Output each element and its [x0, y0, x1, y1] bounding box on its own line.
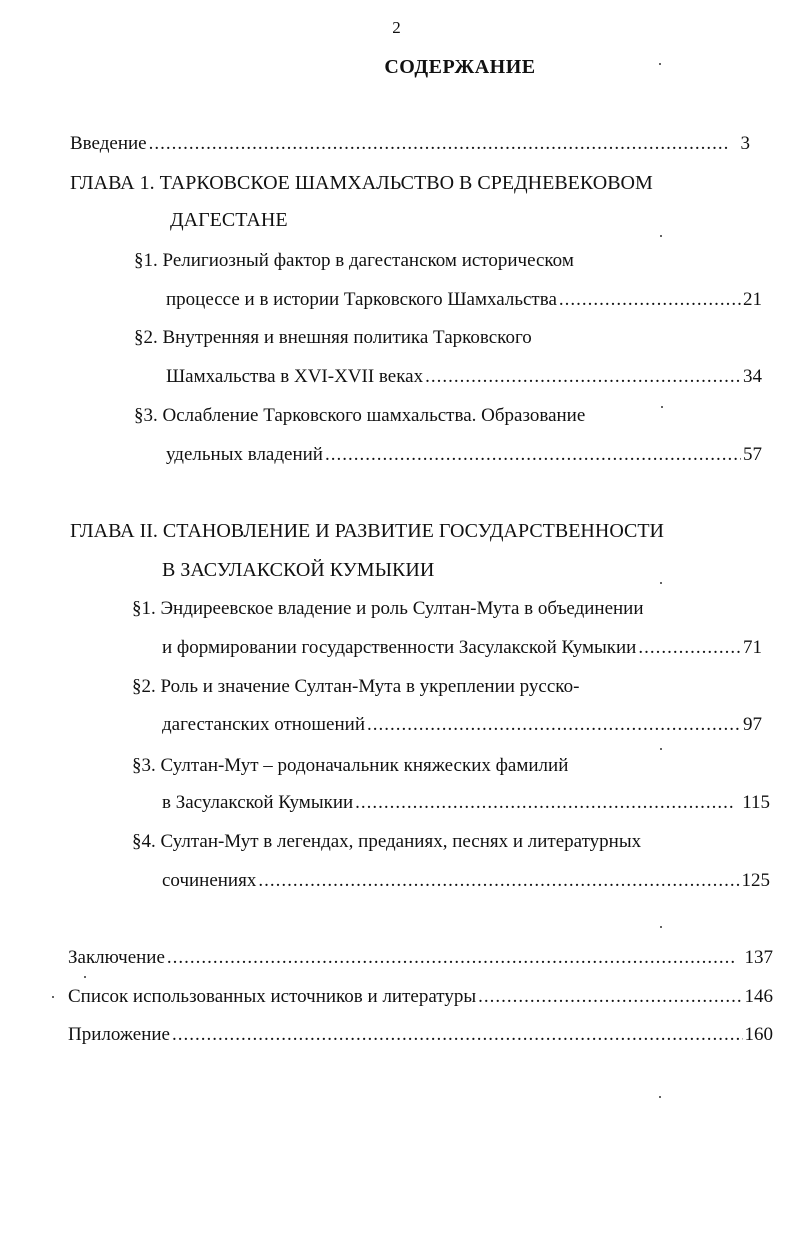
toc-label: Список использованных источников и литературы: [68, 986, 477, 1007]
scan-speck: [660, 926, 662, 928]
leader-dots: [172, 1023, 743, 1047]
toc-page: 21: [743, 289, 762, 310]
toc-section-1-3-cont[interactable]: [166, 443, 762, 467]
scan-speck: [84, 976, 86, 978]
toc-section-2-1-cont[interactable]: [162, 636, 762, 660]
toc-page: 71: [743, 637, 762, 658]
toc-label: Приложение: [68, 1024, 170, 1045]
toc-entry-sources[interactable]: [68, 985, 773, 1009]
leader-dots: [559, 288, 741, 312]
toc-page: 115: [742, 792, 770, 813]
chapter-1-heading: ГЛАВА 1. ТАРКОВСКОЕ ШАМХАЛЬСТВО В СРЕДНЕВЕКОВОМ: [70, 172, 653, 194]
toc-page: 97: [743, 714, 762, 735]
scan-speck: [661, 406, 663, 408]
toc-label: и формировании государственности Засулакской Кумыкии: [162, 637, 637, 658]
toc-section-2-1[interactable]: §1. Эндиреевское владение и роль Султан-Мута в объединении: [132, 598, 644, 619]
toc-section-2-3[interactable]: §3. Султан-Мут – родоначальник княжеских фамилий: [132, 755, 569, 776]
toc-label: дагестанских отношений: [162, 714, 365, 735]
leader-dots: [638, 636, 741, 660]
toc-page: 34: [743, 366, 762, 387]
scan-speck: [52, 996, 54, 998]
toc-page: 57: [743, 444, 762, 465]
page-number: 2: [392, 18, 401, 37]
leader-dots: [167, 946, 737, 970]
chapter-2-heading: ГЛАВА II. СТАНОВЛЕНИЕ И РАЗВИТИЕ ГОСУДАРСТВЕННОСТИ: [70, 520, 665, 542]
leader-dots: [425, 365, 741, 389]
page-title: СОДЕРЖАНИЕ: [384, 56, 536, 78]
toc-page: 146: [744, 986, 773, 1007]
toc-section-2-4[interactable]: §4. Султан-Мут в легендах, преданиях, песнях и литературных: [132, 831, 642, 852]
leader-dots: [355, 791, 734, 815]
scan-speck: [659, 1096, 661, 1098]
toc-entry-conclusion[interactable]: [68, 946, 773, 970]
toc-section-2-2-cont[interactable]: [162, 713, 762, 737]
toc-label: в Засулакской Кумыкии: [162, 792, 354, 813]
scan-speck: [660, 582, 662, 584]
toc-label: удельных владений: [166, 444, 323, 465]
leader-dots: [367, 713, 741, 737]
leader-dots: [478, 985, 742, 1009]
leader-dots: [325, 443, 741, 467]
scan-speck: [660, 748, 662, 750]
toc-page: 125: [741, 870, 770, 891]
toc-section-1-2[interactable]: §2. Внутренняя и внешняя политика Тарковского: [134, 327, 532, 348]
toc-label: Введение: [70, 133, 147, 154]
toc-label: Шамхальства в XVI-XVII веках: [166, 366, 424, 387]
scan-speck: [660, 235, 662, 237]
toc-section-1-3[interactable]: §3. Ослабление Тарковского шамхальства. Образование: [134, 405, 586, 426]
toc-page: 3: [740, 133, 750, 154]
toc-label: процессе и в истории Тарковского Шамхальства: [166, 289, 557, 310]
toc-section-2-4-cont[interactable]: [162, 869, 770, 893]
leader-dots: [149, 132, 729, 156]
toc-label: Заключение: [68, 947, 165, 968]
chapter-1-heading-cont: ДАГЕСТАНЕ: [170, 209, 288, 231]
toc-entry-appendix[interactable]: [68, 1023, 773, 1047]
toc-section-1-1[interactable]: §1. Религиозный фактор в дагестанском историческом: [134, 250, 574, 271]
leader-dots: [258, 869, 739, 893]
toc-section-2-3-cont[interactable]: [162, 791, 770, 815]
chapter-2-heading-cont: В ЗАСУЛАКСКОЙ КУМЫКИИ: [162, 559, 435, 581]
toc-label: сочинениях: [162, 870, 257, 891]
toc-section-2-2[interactable]: §2. Роль и значение Султан-Мута в укреплении русско-: [132, 676, 580, 697]
toc-page: 137: [744, 947, 773, 968]
toc-section-1-2-cont[interactable]: [166, 365, 762, 389]
toc-entry-intro[interactable]: [70, 132, 750, 156]
toc-page: 160: [744, 1024, 773, 1045]
toc-section-1-1-cont[interactable]: [166, 288, 762, 312]
scan-speck: [659, 63, 661, 65]
